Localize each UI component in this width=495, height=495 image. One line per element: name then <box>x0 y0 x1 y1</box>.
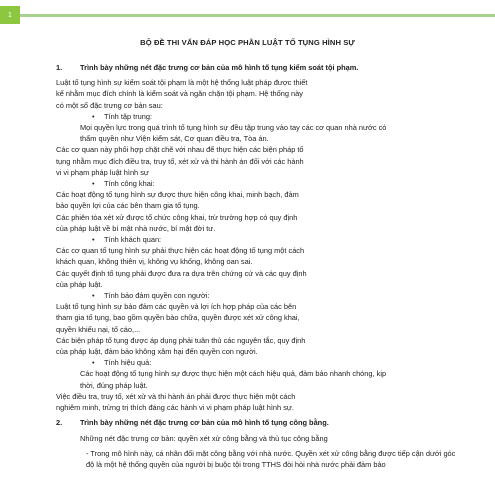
paragraph-line: Các cơ quan tố tụng hình sự phải thực hiện các hoạt động tố tụng một cách <box>56 246 305 256</box>
question-1-number: 1. <box>56 63 63 72</box>
bullet-label: Tính khách quan: <box>104 235 162 245</box>
document-title: BỘ ĐỀ THI VẤN ĐÁP HỌC PHẦN LUẬT TỐ TỤNG HÌNH SỰ <box>140 38 355 47</box>
paragraph-line: thẩm quyền như Viện kiểm sát, Cơ quan điều tra, Tòa án. <box>80 134 269 144</box>
paragraph-line: nghiêm minh, trừng trị thích đáng các hành vi vi phạm pháp luật hình sự. <box>56 403 294 413</box>
paragraph-line: tụng nhằm mục đích điều tra, truy tố, xét xử và thi hành án đối với các hành <box>56 156 304 166</box>
bullet-item <box>56 178 461 189</box>
question-1-heading <box>56 62 461 73</box>
bullet-label: Tính hiệu quả: <box>104 358 152 368</box>
paragraph-text: - Trong mô hình này, cá nhân đối mặt công bằng với nhà nước. Quyền xét xử công bằng được tiếp cận dưới góc độ là một hệ thống quyền của người bị buộc tội trong TTHS đòi hỏi nhà nước phải đảm bảo <box>86 448 456 469</box>
paragraph-line: Các hoạt động tố tụng hình sự được thực hiện một cách hiệu quả, đảm bảo nhanh chóng, kịp <box>80 369 387 379</box>
paragraph-line: Các biện pháp tố tụng được áp dụng phải tuân thủ các nguyên tắc, quy định <box>56 335 306 345</box>
paragraph-line: tham gia tố tụng, bao gồm quyền bào chữa, quyền được xét xử công khai, <box>56 313 300 323</box>
bullet-item <box>56 234 461 245</box>
paragraph-line: Các quyết định tố tụng phải được đưa ra dựa trên chứng cứ và các quy định <box>56 268 307 278</box>
question-1-text: Trình bày những nét đặc trưng cơ bản của mô hình tố tụng kiểm soát tội phạm. <box>80 63 359 72</box>
paragraph-line: Mọi quyền lực trong quá trình tố tụng hình sự đều tập trung vào tay các cơ quan nhà nước có <box>80 123 387 133</box>
question-2-text: Trình bày những nét đặc trưng cơ bản của mô hình tố tụng công bằng. <box>80 418 329 428</box>
question-2-number: 2. <box>56 418 63 428</box>
paragraph-line: bảo quyền lợi của các bên tham gia tố tụng. <box>56 201 200 211</box>
bullet-item <box>56 357 461 368</box>
paragraph-line: Luật tố tụng hình sự kiểm soát tội phạm là một hệ thống luật pháp được thiết <box>56 78 308 88</box>
bullet-dot: • <box>92 358 95 368</box>
bullet-label: Tính tập trung: <box>104 111 153 121</box>
bullet-dot: • <box>92 291 95 301</box>
paragraph-line: Các cơ quan này phối hợp chặt chẽ với nhau để thực hiện các biện pháp tố <box>56 145 304 155</box>
paragraph-line: của pháp luật. <box>56 279 103 289</box>
page-number-tab <box>0 6 20 24</box>
bullet-item <box>56 290 461 301</box>
document-body <box>56 62 461 470</box>
paragraph-line: thời, đúng pháp luật. <box>80 380 148 390</box>
bullet-dot: • <box>92 179 95 189</box>
question-2-heading <box>56 417 461 428</box>
paragraph-line: Việc điều tra, truy tố, xét xử và thi hành án phải được thực hiện một cách <box>56 391 296 401</box>
bullet-dot: • <box>92 235 95 245</box>
paragraph-line: quyền khiếu nại, tố cáo,... <box>56 324 141 334</box>
bullet-dot: • <box>92 111 95 121</box>
paragraph-line: Luật tố tụng hình sự bảo đảm các quyền và lợi ích hợp pháp của các bên <box>56 302 297 312</box>
paragraph-line: Các hoạt động tố tụng hình sự được thực hiện công khai, minh bạch, đảm <box>56 190 299 200</box>
paragraph-line: của pháp luật, đảm bảo không xâm hại đến quyền con người. <box>56 347 258 357</box>
bullet-item <box>56 111 461 122</box>
paragraph-line: kế nhằm mục đích chính là kiểm soát và ngăn chặn tội phạm. Hệ thống này <box>56 89 303 99</box>
paragraph-line: khách quan, không thiên vị, không vụ khống, không oan sai. <box>56 257 253 267</box>
paragraph-line: của pháp luật về bí mật nhà nước, bí mật đời tư. <box>56 223 216 233</box>
paragraph-line: Những nét đặc trưng cơ bản: quyền xét xử công bằng và thủ tục công bằng <box>80 433 328 443</box>
paragraph-line: Các phiên tòa xét xử được tổ chức công khai, trừ trường hợp có quy định <box>56 212 298 222</box>
header-rule <box>20 14 495 17</box>
page-number: 1 <box>8 11 12 19</box>
bullet-label: Tính công khai: <box>104 179 155 189</box>
paragraph-line: có một số đặc trưng cơ bản sau: <box>56 100 163 110</box>
paragraph-line: vi vi phạm pháp luật hình sự <box>56 167 149 177</box>
bullet-label: Tính bảo đảm quyền con người: <box>104 291 210 301</box>
